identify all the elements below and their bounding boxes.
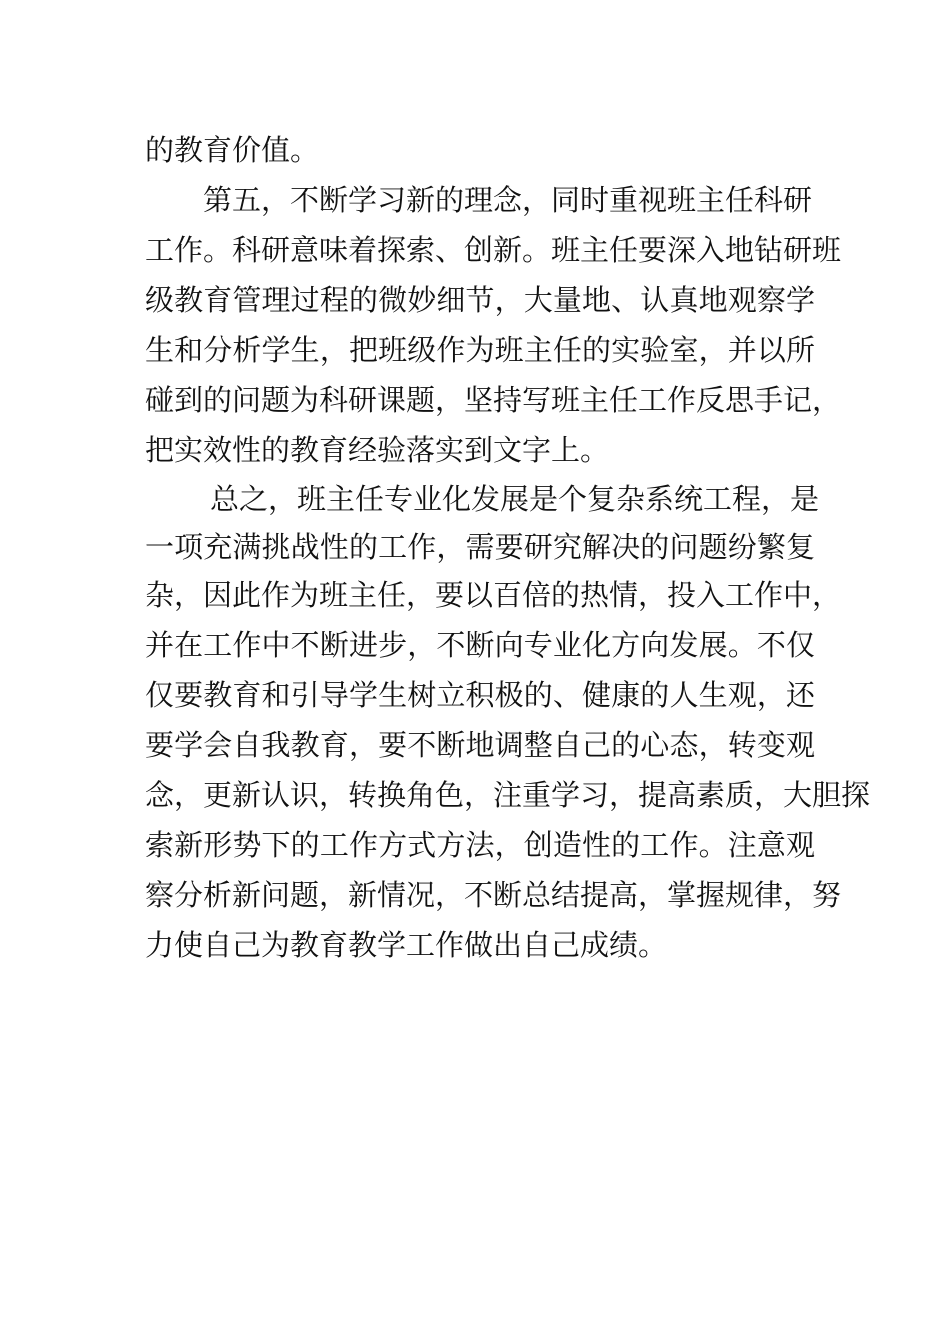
text-line: 念，更新认识，转换角色，注重学习，提高素质，大胆探 [145,778,871,812]
text-line: 察分析新问题，新情况，不断总结提高，掌握规律，努 [145,878,842,912]
text-line: 杂，因此作为班主任，要以百倍的热情，投入工作中， [145,578,842,612]
text-line: 生和分析学生，把班级作为班主任的实验室，并以所 [145,333,815,367]
paragraph-first-line: 总之，班主任专业化发展是个复杂系统工程，是 [210,482,820,516]
text-line: 碰到的问题为科研课题，坚持写班主任工作反思手记， [145,383,842,417]
text-line: 的教育价值。 [145,133,320,167]
text-line: 索新形势下的工作方式方法，创造性的工作。注意观 [145,828,815,862]
text-line: 工作。科研意味着探索、创新。班主任要深入地钻研班 [145,233,842,267]
text-line: 力使自己为教育教学工作做出自己成绩。 [145,928,668,962]
text-line: 仅要教育和引导学生树立积极的、健康的人生观，还 [145,678,815,712]
paragraph-first-line: 第五，不断学习新的理念，同时重视班主任科研 [203,183,813,217]
text-line: 并在工作中不断进步，不断向专业化方向发展。不仅 [145,628,815,662]
text-line: 要学会自我教育，要不断地调整自己的心态，转变观 [145,728,815,762]
text-line: 一项充满挑战性的工作，需要研究解决的问题纷繁复 [145,530,815,564]
text-line: 级教育管理过程的微妙细节，大量地、认真地观察学 [145,283,815,317]
text-line: 把实效性的教育经验落实到文字上。 [145,433,610,467]
